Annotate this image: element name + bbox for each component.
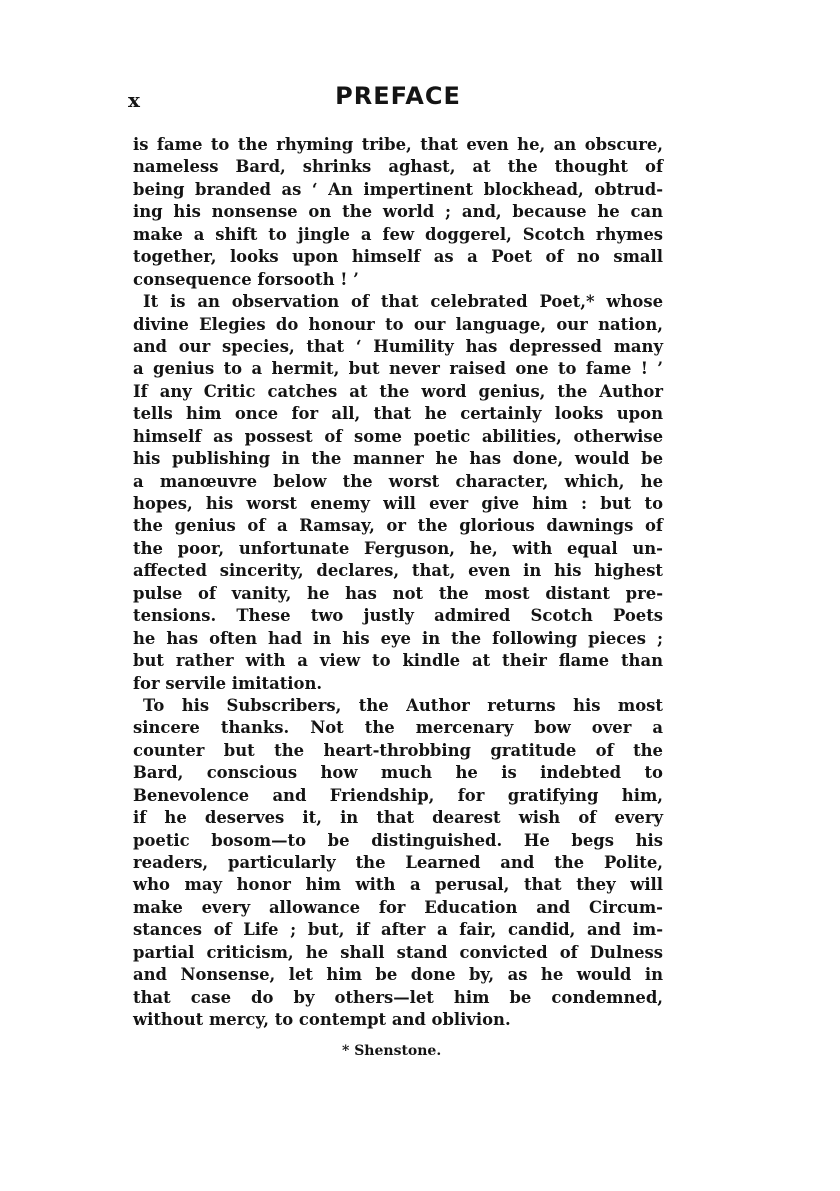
text-line: who may honor him with a perusal, that they will: [133, 875, 663, 895]
text-line: without mercy, to contempt and oblivion.: [133, 1010, 511, 1030]
text-line: the genius of a Ramsay, or the glorious dawnings of: [133, 516, 663, 536]
page-number: x: [128, 88, 140, 112]
body-text: [133, 134, 663, 1032]
text-line: ing his nonsense on the world ; and, because he can: [133, 202, 663, 222]
text-line: counter but the heart-throbbing gratitude of the: [133, 740, 663, 760]
text-line: being branded as ‘ An impertinent blockhead, obtrud-: [133, 179, 663, 199]
text-line: nameless Bard, shrinks aghast, at the thought of: [133, 157, 663, 177]
text-line: pulse of vanity, he has not the most distant pre-: [133, 583, 663, 603]
text-line: his publishing in the manner he has done, would be: [133, 449, 663, 469]
text-line: It is an observation of that celebrated Poet,* whose: [143, 292, 663, 312]
text-line: divine Elegies do honour to our language, our nation,: [133, 314, 663, 334]
page-header: [128, 80, 668, 116]
text-line: himself as possest of some poetic abilities, otherwise: [133, 426, 663, 446]
text-line: but rather with a view to kindle at their flame than: [133, 651, 663, 671]
text-line: sincere thanks. Not the mercenary bow over a: [133, 718, 663, 738]
text-line: Bard, conscious how much he is indebted to: [133, 763, 663, 783]
text-line: if he deserves it, in that dearest wish of every: [133, 808, 663, 828]
text-line: tells him once for all, that he certainly looks upon: [133, 404, 663, 424]
text-line: To his Subscribers, the Author returns his most: [143, 695, 663, 715]
text-line: readers, particularly the Learned and the Polite,: [133, 853, 663, 872]
text-line: poetic bosom—to be distinguished. He begs his: [133, 830, 663, 850]
text-line: tensions. These two justly admired Scotch Poets: [133, 606, 663, 626]
text-line: a manœuvre below the worst character, which, he: [133, 471, 663, 491]
text-line: stances of Life ; but, if after a fair, candid, and im-: [133, 920, 663, 940]
text-line: for servile imitation.: [133, 673, 323, 693]
text-line: together, looks upon himself as a Poet of no small: [133, 247, 663, 267]
text-line: he has often had in his eye in the following pieces ;: [133, 628, 663, 648]
footnote: * Shenstone.: [342, 1043, 442, 1059]
text-line: hopes, his worst enemy will ever give him : but to: [133, 494, 663, 513]
text-line: and Nonsense, let him be done by, as he would in: [133, 965, 663, 985]
text-line: the poor, unfortunate Ferguson, he, with equal un-: [133, 538, 663, 558]
text-line: and our species, that ‘ Humility has depressed many: [133, 336, 663, 356]
text-line: make a shift to jingle a few doggerel, Scotch rhymes: [133, 224, 663, 244]
text-line: If any Critic catches at the word genius, the Author: [133, 381, 663, 401]
text-line: that case do by others—let him be condemned,: [133, 987, 663, 1007]
text-line: partial criticism, he shall stand convicted of Dulness: [133, 942, 663, 962]
text-line: make every allowance for Education and Circum-: [133, 897, 663, 917]
running-head: PREFACE: [335, 82, 461, 110]
text-line: affected sincerity, declares, that, even in his highest: [133, 561, 663, 581]
text-line: a genius to a hermit, but never raised one to fame ! ’: [133, 359, 663, 379]
text-line: is fame to the rhyming tribe, that even he, an obscure,: [133, 135, 663, 154]
text-line: Benevolence and Friendship, for gratifying him,: [133, 785, 663, 805]
text-line: consequence forsooth ! ’: [133, 269, 359, 289]
